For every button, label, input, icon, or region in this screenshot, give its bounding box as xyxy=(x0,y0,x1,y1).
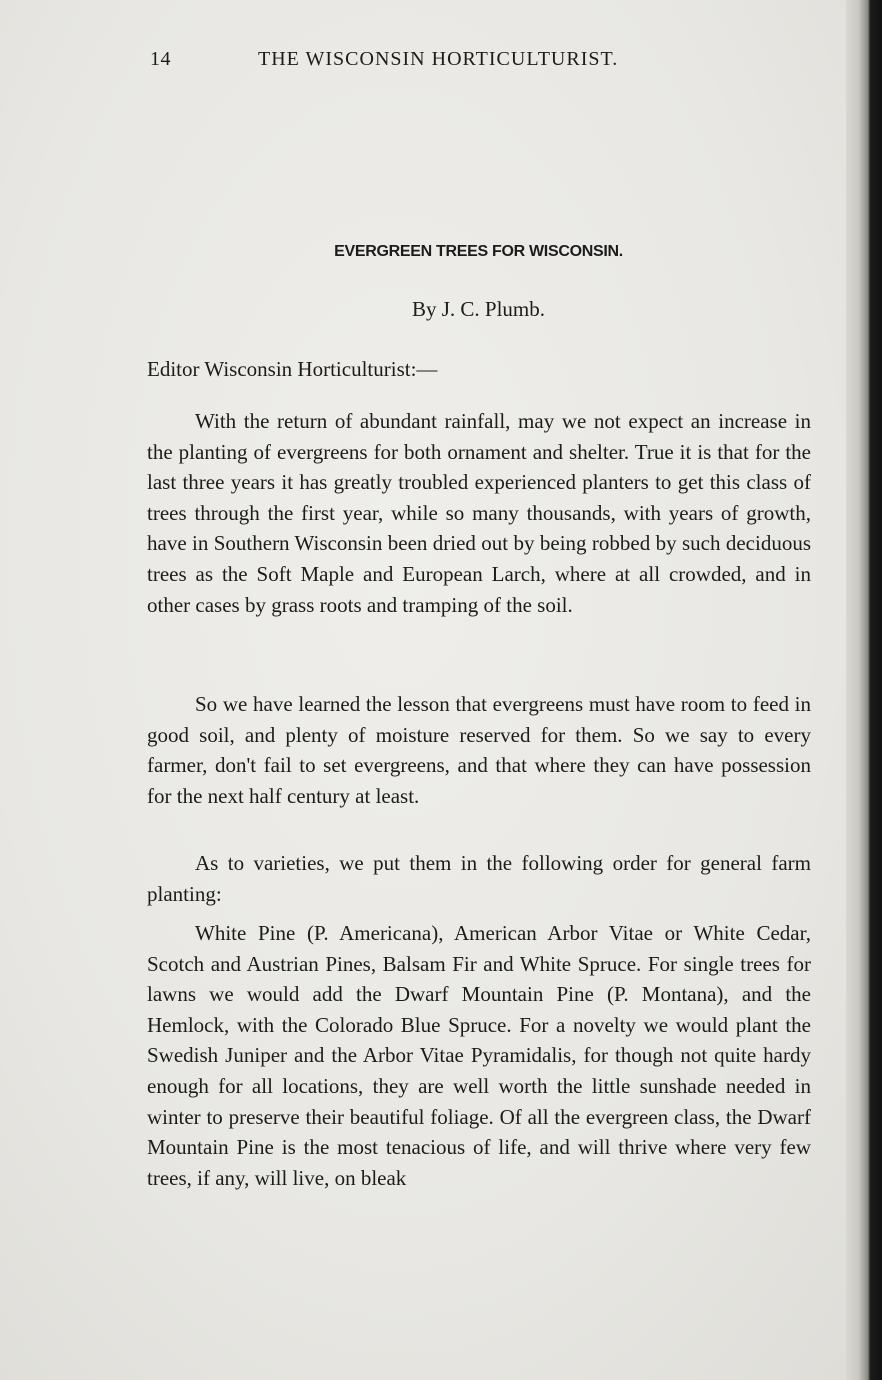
salutation: Editor Wisconsin Horticulturist:— xyxy=(147,357,438,381)
page-header xyxy=(150,48,810,78)
article-title: EVERGREEN TREES FOR WISCONSIN. xyxy=(334,243,623,260)
body-paragraph: So we have learned the lesson that evergreens must have room to feed in good soil, and plenty of moisture reserved for them. So we say to every farmer, don't fail to set evergreens, and that where they can have possession for the next half century at least. xyxy=(147,692,811,808)
page-number: 14 xyxy=(150,48,171,70)
running-title: THE WISCONSIN HORTICULTURIST. xyxy=(258,48,619,70)
body-paragraph-4-block xyxy=(147,918,811,1200)
body-paragraph-3-block xyxy=(147,848,811,916)
body-paragraph-1-block xyxy=(147,406,811,627)
book-binding-edge xyxy=(846,0,882,1380)
body-paragraph-2-block xyxy=(147,689,811,818)
body-paragraph: White Pine (P. Americana), American Arbor Vitae or White Cedar, Scotch and Austrian Pines, Balsam Fir and White Spruce. For single trees for lawns we would add the Dwarf Mountain Pine (P. Montana), and the Hemlock, with the Colorado Blue Spruce. For a novelty we would plant the Swedish Juniper and the Arbor Vitae Pyramidalis, for though not quite hardy enough for all locations, they are well worth the little sunshade needed in winter to preserve their beautiful foliage. Of all the evergreen class, the Dwarf Mountain Pine is the most tenacious of life, and will thrive where very few trees, if any, will live, on bleak xyxy=(147,921,811,1190)
body-paragraph: As to varieties, we put them in the following order for general farm planting: xyxy=(147,851,811,906)
body-paragraph: With the return of abundant rainfall, may we not expect an increase in the planting of evergreens for both ornament and shelter. True it is that for the last three years it has greatly troubled experienced planters to get this class of trees through the first year, while so many thousands, with years of growth, have in Southern Wisconsin been dried out by being robbed by such deciduous trees as the Soft Maple and European Larch, where at all crowded, and in other cases by grass roots and tramping of the soil. xyxy=(147,409,811,617)
article-byline: By J. C. Plumb. xyxy=(411,297,546,321)
